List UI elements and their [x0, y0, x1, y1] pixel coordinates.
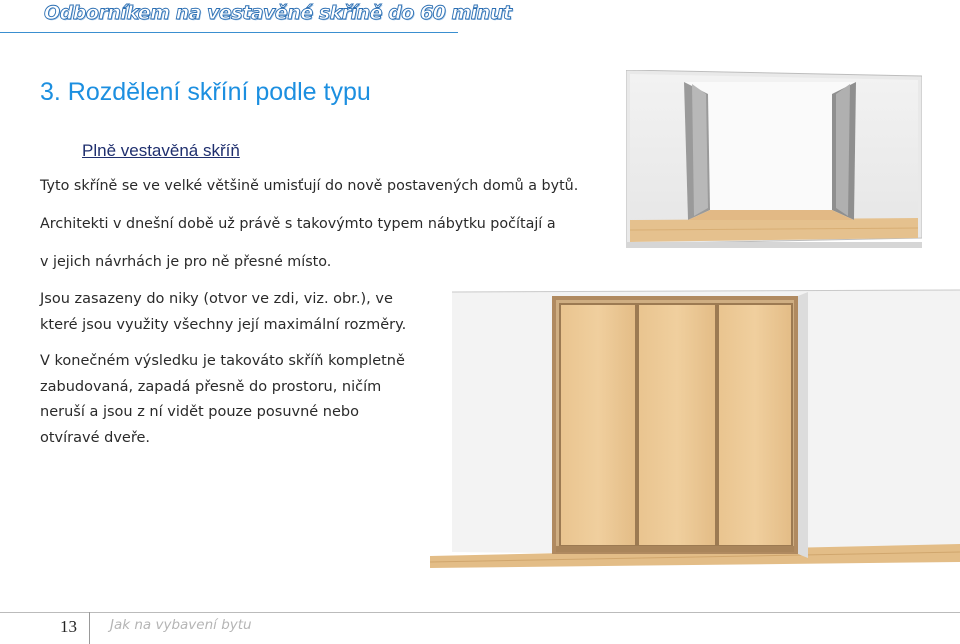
page-number: 13	[60, 617, 77, 636]
intro-line-1: Tyto skříně se ve velké většině umisťují do nově postavených domů a bytů.	[40, 178, 579, 194]
intro-line-2: Architekti v dnešní době už právě s takovýmto typem nábytku počítají a	[40, 216, 556, 232]
body-line-1: Jsou zasazeny do niky (otvor ve zdi, viz. obr.), ve	[40, 291, 393, 307]
body-line-4: zabudovaná, zapadá přesně do prostoru, ničím	[40, 378, 382, 395]
body-line-5: neruší a jsou z ní vidět pouze posuvné nebo	[40, 404, 359, 420]
footer-text: Jak na vybavení bytu	[110, 617, 252, 633]
body-line-3: V konečném výsledku je takováto skříň kompletně	[40, 353, 405, 369]
footer-divider	[89, 612, 90, 644]
header-rule	[0, 32, 458, 33]
footer-rule	[0, 612, 960, 613]
intro-line-3: v jejich návrhách je pro ně přesné místo.	[40, 254, 332, 270]
subheading: Plně vestavěná skříň	[82, 141, 240, 160]
niche-illustration	[626, 70, 922, 250]
body-line-6: otvíravé dveře.	[40, 429, 151, 446]
body-line-2: které jsou využity všechny její maximální rozměry.	[40, 316, 407, 333]
section-heading: 3. Rozdělení skříní podle typu	[40, 78, 371, 106]
wardrobe-illustration	[430, 262, 960, 602]
header-title: Odborníkem na vestavěné skříně do 60 minut	[44, 2, 512, 24]
body-paragraphs	[40, 287, 406, 451]
